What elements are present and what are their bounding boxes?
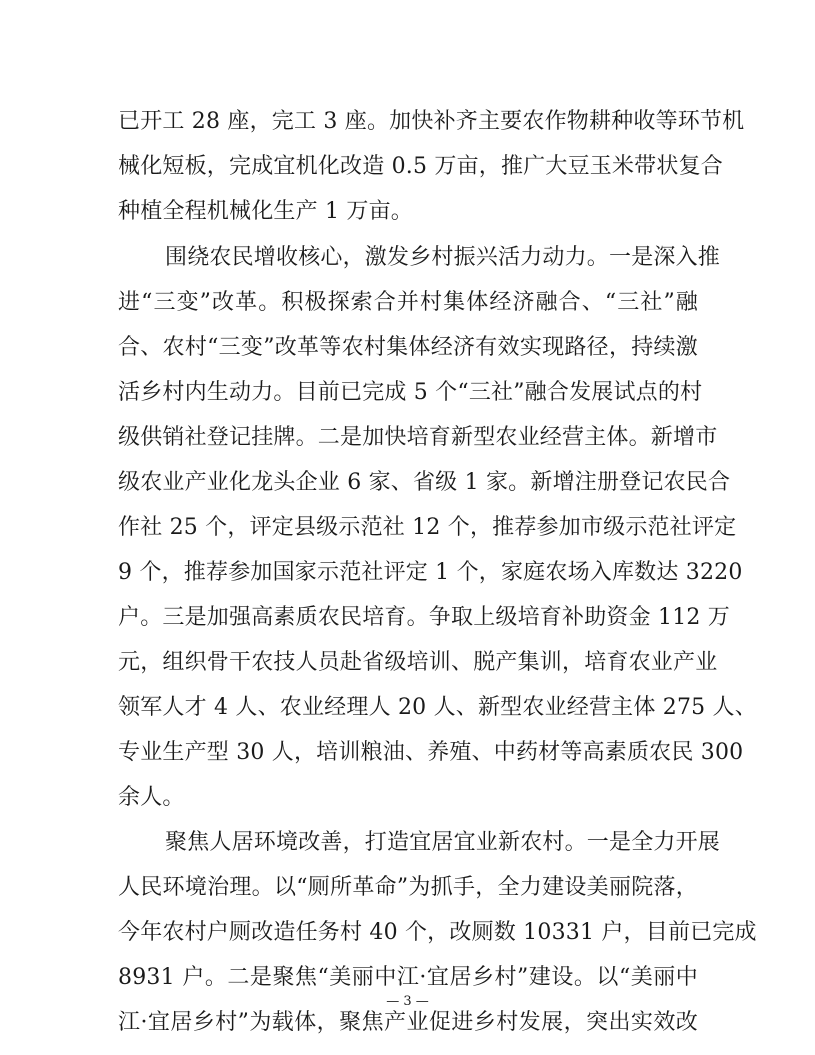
text-line-8: 级供销社登记挂牌。二是加快培育新型农业经营主体。新增市 [118, 425, 718, 450]
text-line-13: 元，组织骨干农技人员赴省级培训、脱产集训，培育农业产业 [118, 650, 718, 675]
text-line-3: 种植全程机械化生产 1 万亩。 [118, 199, 413, 224]
text-line-18: 人民环境治理。以“厕所革命”为抓手，全力建设美丽院落， [118, 875, 698, 900]
text-line-1: 已开工 28 座，完工 3 座。加快补齐主要农作物耕种收等环节机 [118, 109, 745, 134]
text-line-19: 今年农村户厕改造任务村 40 个，改厕数 10331 户，目前已完成 [118, 920, 757, 945]
text-line-20: 8931 户。二是聚焦“美丽中江·宜居乡村”建设。以“美丽中 [118, 965, 698, 990]
text-line-10: 作社 25 个，评定县级示范社 12 个，推荐参加市级示范社评定 [118, 515, 737, 540]
text-line-11: 9 个，推荐参加国家示范社评定 1 个，家庭农场入库数达 3220 [118, 560, 743, 585]
text-line-12: 户。三是加强高素质农民培育。争取上级培育补助资金 112 万 [118, 605, 730, 630]
text-line-7: 活乡村内生动力。目前已完成 5 个“三社”融合发展试点的村 [118, 380, 703, 405]
paragraph-3-first-line: 聚焦人居环境改善，打造宜居宜业新农村。一是全力开展 [165, 830, 721, 855]
text-line-14: 领军人才 4 人、农业经理人 20 人、新型农业经营主体 275 人、 [118, 695, 757, 720]
page-number: — 3 — [386, 994, 429, 1009]
text-line-6: 合、农村“三变”改革等农村集体经济有效实现路径，持续激 [118, 335, 698, 360]
text-line-16: 余人。 [118, 785, 185, 810]
text-line-2: 械化短板，完成宜机化改造 0.5 万亩，推广大豆玉米带状复合 [118, 154, 723, 179]
text-line-9: 级农业产业化龙头企业 6 家、省级 1 家。新增注册登记农民合 [118, 470, 731, 495]
text-line-21: 江·宜居乡村”为载体，聚焦产业促进乡村发展，突出实效改 [118, 1010, 698, 1035]
text-line-5: 进“三变”改革。积极探索合并村集体经济融合、“三社”融 [118, 290, 698, 315]
text-line-15: 专业生产型 30 人，培训粮油、养殖、中药材等高素质农民 300 [118, 740, 744, 765]
paragraph-2-first-line: 围绕农民增收核心，激发乡村振兴活力动力。一是深入推 [165, 245, 721, 270]
